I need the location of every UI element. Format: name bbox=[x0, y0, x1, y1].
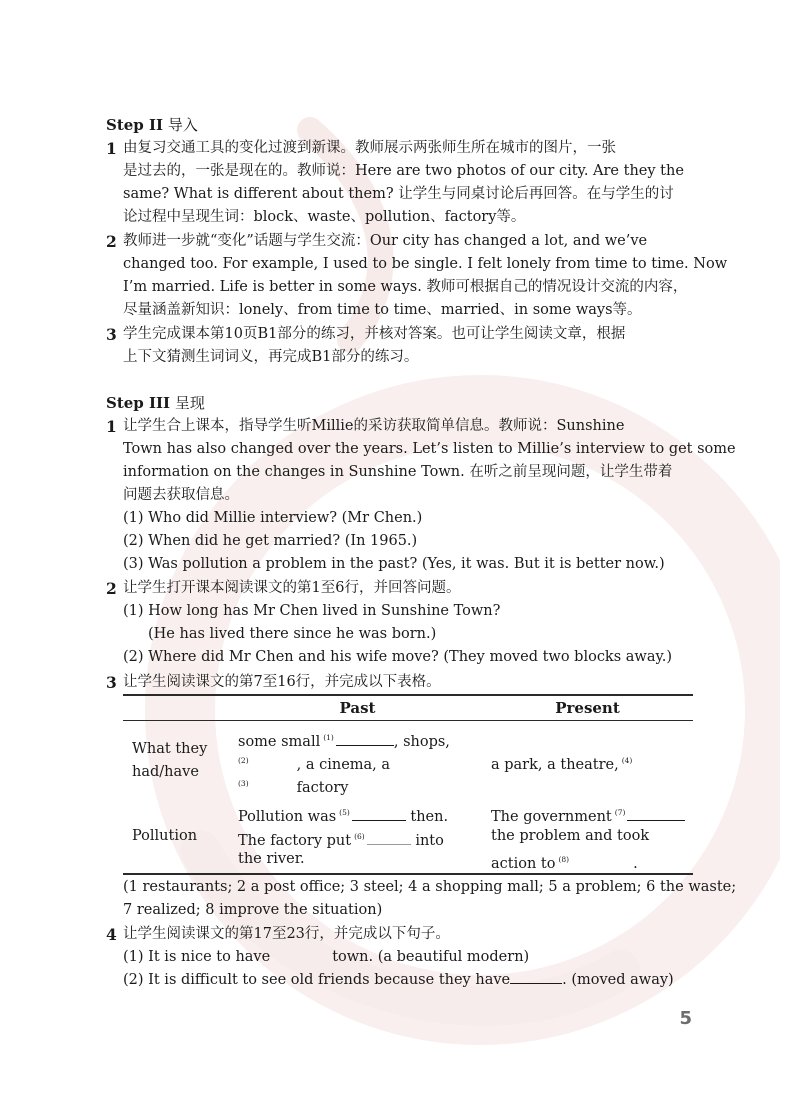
blank-number-1: (1) bbox=[323, 733, 334, 742]
step3-item4-sentence1 bbox=[123, 946, 529, 970]
row1-present-text: a park, a theatre, bbox=[491, 757, 619, 773]
step3-item1-question2: (2) When did he get married? (In 1965.) bbox=[123, 533, 418, 549]
step3-item1-number: 1 bbox=[106, 417, 117, 436]
blank-number-4: (4) bbox=[621, 756, 633, 765]
step2-item2-line2: changed too. For example, I used to be single. I felt lonely from time to time. Now bbox=[123, 256, 728, 272]
page-number: 5 bbox=[679, 1007, 692, 1029]
table-header-past: Past bbox=[339, 699, 376, 717]
step3-item2-text: 让学生打开课本阅读课文的第1至6行，并回答问题。 bbox=[123, 580, 461, 596]
blank-number-3: (3) bbox=[238, 779, 249, 788]
row2-present-text-c-end: . bbox=[633, 856, 638, 872]
step3-item1-question3: (3) Was pollution a problem in the past? (Yes, it was. But it is better now.) bbox=[123, 556, 665, 572]
table-header-rule bbox=[123, 720, 693, 721]
blank-number-5: (5) bbox=[339, 808, 350, 817]
blank-number-2: (2) bbox=[238, 756, 249, 765]
step3-title-cn: 呈现 bbox=[170, 394, 205, 412]
step2-item1-line4: 论过程中呈现生词：block、waste、pollution、factory等。 bbox=[123, 209, 526, 225]
table-row1-label-line2: had/have bbox=[132, 764, 199, 780]
step2-item2-line3: I’m married. Life is better in some ways. 教师可根据自己的情况设计交流的内容， bbox=[123, 279, 688, 295]
sentence1-end: town. (a beautiful modern) bbox=[332, 949, 530, 965]
step3-item1-question1: (1) Who did Millie interview? (Mr Chen.) bbox=[123, 510, 423, 526]
step2-item2-line4: 尽量涵盖新知识：lonely、from time to time、married、in some ways等。 bbox=[123, 302, 642, 318]
table-bottom-rule bbox=[123, 873, 693, 875]
step2-item1-line3: same? What is different about them? 让学生与同桌讨论后再回答。在与学生的讨 bbox=[123, 186, 674, 202]
step2-title-cn: 导入 bbox=[163, 116, 198, 134]
row2-present-text-c: action to bbox=[491, 856, 556, 872]
blank-1 bbox=[336, 731, 394, 746]
row1-past-text-b: , a cinema, a bbox=[296, 757, 391, 773]
step3-item3-text: 让学生阅读课文的第7至16行，并完成以下表格。 bbox=[123, 674, 441, 690]
step3-item2-question1: (1) How long has Mr Chen lived in Sunshine Town? bbox=[123, 603, 501, 619]
row2-past-text-b: The factory put bbox=[238, 833, 352, 849]
table-row1-present bbox=[491, 749, 634, 778]
sentence2-blank bbox=[510, 969, 562, 984]
table-row1-label-line1: What they bbox=[132, 741, 208, 757]
step3-item1-line4: 问题去获取信息。 bbox=[123, 487, 239, 503]
step2-item3-line2: 上下文猜测生词词义，再完成B1部分的练习。 bbox=[123, 349, 419, 365]
blank-7 bbox=[627, 806, 685, 821]
table-row1-past-line3 bbox=[238, 772, 348, 801]
blank-number-7: (7) bbox=[614, 808, 626, 817]
blank-6 bbox=[367, 830, 411, 845]
step2-item2-number: 2 bbox=[106, 232, 117, 251]
step2-item3-line1: 学生完成课本第10页B1部分的练习，并核对答案。也可让学生阅读文章，根据 bbox=[123, 326, 626, 342]
row2-past-text-a-end: then. bbox=[410, 809, 449, 825]
sentence2-end: . (moved away) bbox=[562, 972, 674, 988]
step3-item2-number: 2 bbox=[106, 579, 117, 598]
step2-item1-line2: 是过去的，一张是现在的。教师说：Here are two photos of our city. Are they the bbox=[123, 163, 684, 179]
row2-past-text-a: Pollution was bbox=[238, 809, 337, 825]
step3-item1-line3: information on the changes in Sunshine Town. 在听之前呈现问题，让学生带着 bbox=[123, 464, 673, 480]
step3-heading bbox=[106, 392, 205, 416]
step2-item1-line1: 由复习交通工具的变化过渡到新课。教师展示两张师生所在城市的图片，一张 bbox=[123, 140, 616, 156]
step2-heading bbox=[106, 114, 198, 138]
step3-title: Step III bbox=[106, 394, 171, 412]
table-row2-past-line3: the river. bbox=[238, 851, 305, 867]
sentence2-start: (2) It is difficult to see old friends because they have bbox=[123, 972, 511, 988]
blank-5 bbox=[352, 806, 406, 821]
step2-item3-number: 3 bbox=[106, 325, 117, 344]
step3-item2-question2: (2) Where did Mr Chen and his wife move? (They moved two blocks away.) bbox=[123, 649, 673, 665]
step2-title: Step II bbox=[106, 116, 164, 134]
row1-past-text-a: some small bbox=[238, 734, 321, 750]
step3-item3-number: 3 bbox=[106, 673, 117, 692]
table-header-present: Present bbox=[555, 699, 620, 717]
step3-item1-line1: 让学生合上课本，指导学生听Millie的采访获取简单信息。教师说：Sunshine bbox=[123, 418, 625, 434]
step3-item1-line2: Town has also changed over the years. Let’s listen to Millie’s interview to get some bbox=[123, 441, 736, 457]
blank-number-8: (8) bbox=[558, 855, 570, 864]
step3-item4-number: 4 bbox=[106, 925, 117, 944]
table-answers-line1: (1 restaurants; 2 a post office; 3 steel; 4 a shopping mall; 5 a problem; 6 the waste; bbox=[123, 879, 737, 895]
row2-present-text-a: The government bbox=[491, 809, 612, 825]
row1-past-text-a-end: , shops, bbox=[393, 734, 450, 750]
step2-item2-line1: 教师进一步就“变化”话题与学生交流：Our city has changed a lot, and we’ve bbox=[123, 233, 648, 249]
step2-item1-number: 1 bbox=[106, 139, 117, 158]
table-answers-line2: 7 realized; 8 improve the situation) bbox=[123, 902, 383, 918]
table-top-rule bbox=[123, 694, 693, 696]
blank-number-6: (6) bbox=[354, 832, 365, 841]
row2-past-text-b-end: into bbox=[415, 833, 444, 849]
sentence1-start: (1) It is nice to have bbox=[123, 949, 271, 965]
table-row2-present-line2: the problem and took bbox=[491, 828, 650, 844]
row1-past-text-c: factory bbox=[296, 780, 349, 796]
table-row2-label: Pollution bbox=[132, 828, 198, 844]
step3-item4-text: 让学生阅读课文的第17至23行，并完成以下句子。 bbox=[123, 926, 450, 942]
step3-item2-answer1: (He has lived there since he was born.) bbox=[148, 626, 437, 642]
step3-item4-sentence2 bbox=[123, 969, 674, 993]
